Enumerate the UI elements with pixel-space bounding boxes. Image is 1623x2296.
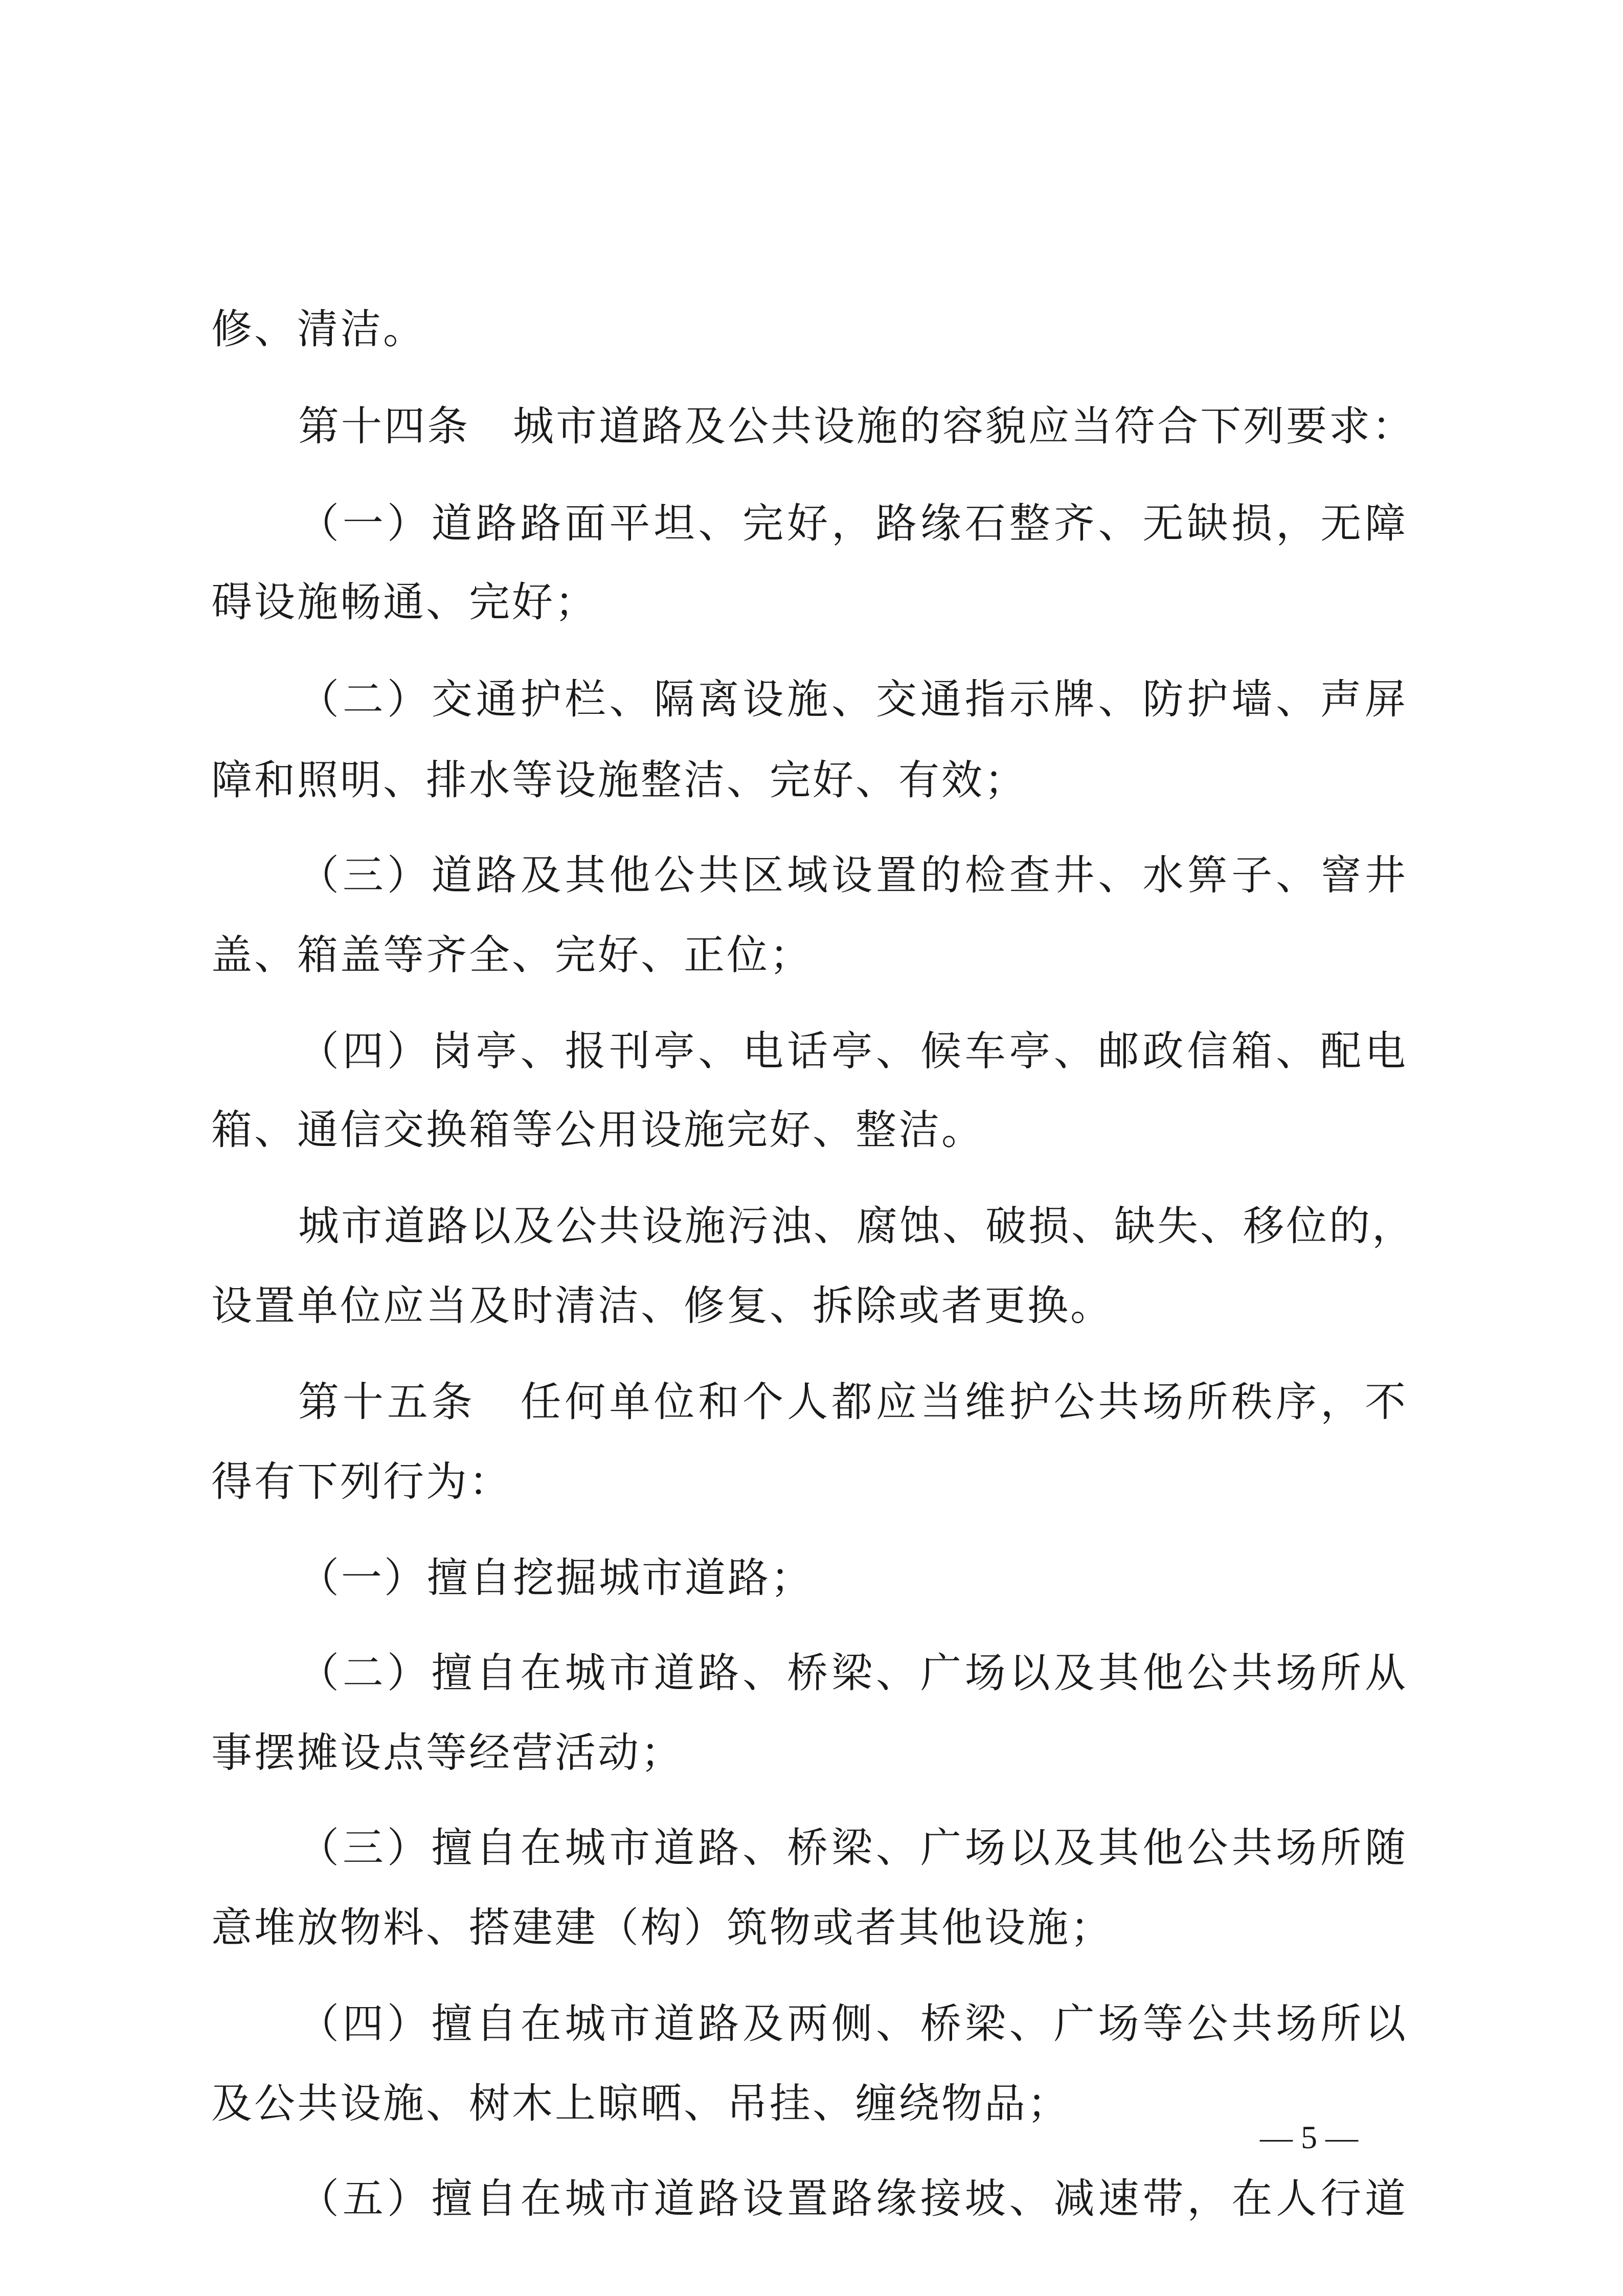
article-14-item-1-line-2: 碍设施畅通、完好； — [211, 578, 598, 626]
article-15-item-3-line-2: 意堆放物料、搭建建（构）筑物或者其他设施； — [211, 1904, 1113, 1951]
article-14-item-3-line-1: （三）道路及其他公共区域设置的检查井、水箅子、窨井 — [298, 851, 1408, 899]
article-14-paragraph-line-2: 设置单位应当及时清洁、修复、拆除或者更换。 — [211, 1282, 1113, 1330]
article-15-item-3-line-1: （三）擅自在城市道路、桥梁、广场以及其他公共场所随 — [298, 1824, 1408, 1872]
article-15-heading-line-1: 第十五条 任何单位和个人都应当维护公共场所秩序，不 — [298, 1378, 1408, 1426]
article-15-item-2-line-1: （二）擅自在城市道路、桥梁、广场以及其他公共场所从 — [298, 1649, 1408, 1697]
article-14-item-3-line-2: 盖、箱盖等齐全、完好、正位； — [211, 931, 813, 979]
article-14-paragraph-line-1: 城市道路以及公共设施污浊、腐蚀、破损、缺失、移位的， — [298, 1202, 1415, 1250]
article-15-item-2-line-2: 事摆摊设点等经营活动； — [211, 1729, 684, 1776]
article-15-item-1: （一）擅自挖掘城市道路； — [298, 1554, 814, 1602]
article-15-item-5-line-1: （五）擅自在城市道路设置路缘接坡、减速带，在人行道 — [298, 2175, 1408, 2222]
page-number: — 5 — — [1260, 2119, 1358, 2155]
article-15-heading-line-2: 得有下列行为： — [211, 1458, 512, 1505]
text-line-continuation: 修、清洁。 — [211, 305, 426, 353]
article-14-item-2-line-1: （二）交通护栏、隔离设施、交通指示牌、防护墙、声屏 — [298, 676, 1408, 723]
article-14-item-1-line-1: （一）道路路面平坦、完好，路缘石整齐、无缺损，无障 — [298, 500, 1408, 547]
article-14-item-4-line-2: 箱、通信交换箱等公用设施完好、整洁。 — [211, 1106, 984, 1154]
article-15-item-4-line-1: （四）擅自在城市道路及两侧、桥梁、广场等公共场所以 — [298, 2000, 1408, 2047]
article-14-item-2-line-2: 障和照明、排水等设施整洁、完好、有效； — [211, 756, 1027, 804]
article-14-item-4-line-1: （四）岗亭、报刊亭、电话亭、候车亭、邮政信箱、配电 — [298, 1027, 1408, 1075]
article-15-item-4-line-2: 及公共设施、树木上晾晒、吊挂、缠绕物品； — [211, 2080, 1070, 2127]
article-14-heading: 第十四条 城市道路及公共设施的容貌应当符合下列要求： — [298, 402, 1415, 450]
